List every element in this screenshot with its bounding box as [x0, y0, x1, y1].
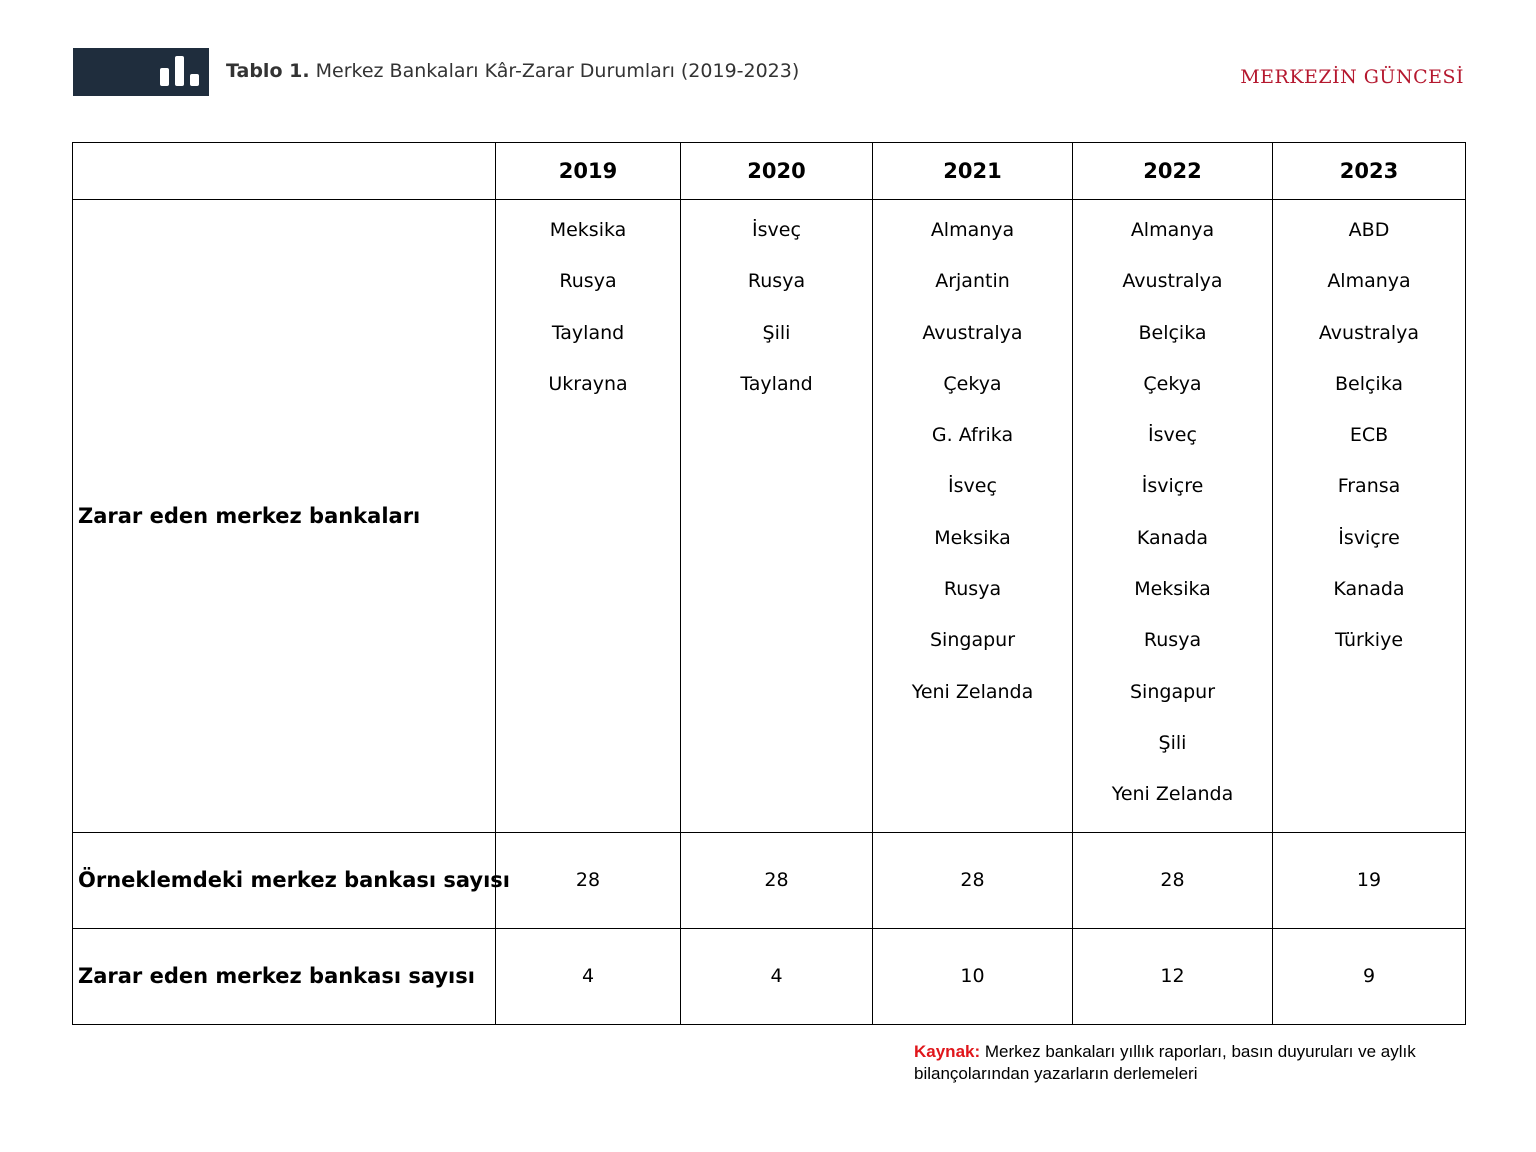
source-note — [914, 1041, 1474, 1085]
country-item: Almanya — [930, 219, 1015, 241]
country-item: Şili — [762, 321, 791, 344]
table-label: Tablo 1. — [226, 60, 310, 82]
sample-count-2023: 19 — [1273, 832, 1466, 928]
country-item: Tayland — [740, 372, 813, 395]
row-label-loss-count: Zarar eden merkez bankası sayısı — [73, 928, 496, 1024]
country-list-2021 — [873, 200, 1072, 729]
bar-chart-icon — [73, 48, 209, 96]
country-item: Singapur — [930, 629, 1015, 652]
country-item: Kanada — [1136, 526, 1209, 549]
country-item: Rusya — [1143, 629, 1202, 652]
year-header-2020: 2020 — [681, 143, 873, 200]
country-item: Ukrayna — [548, 372, 628, 395]
row-label-sample-count: Örneklemdeki merkez bankası sayısı — [73, 832, 496, 928]
sample-count-2020: 28 — [681, 832, 873, 928]
logo — [73, 48, 209, 96]
loss-count-2021: 10 — [873, 928, 1073, 1024]
country-list-2023 — [1273, 200, 1465, 678]
country-list-2020 — [681, 200, 872, 421]
country-item: Kanada — [1333, 578, 1405, 601]
year-header-2022: 2022 — [1073, 143, 1273, 200]
country-item: Rusya — [747, 270, 806, 293]
loss-banks-cell-2023 — [1273, 200, 1466, 833]
country-item: Fransa — [1337, 475, 1401, 498]
country-item: Almanya — [1130, 219, 1215, 241]
loss-banks-cell-2021 — [873, 200, 1073, 833]
year-header-2023: 2023 — [1273, 143, 1466, 200]
loss-count-2022: 12 — [1073, 928, 1273, 1024]
country-item: Belçika — [1138, 321, 1207, 344]
loss-count-2023: 9 — [1273, 928, 1466, 1024]
sample-count-2021: 28 — [873, 832, 1073, 928]
sample-count-row — [73, 832, 1466, 928]
sample-count-2022: 28 — [1073, 832, 1273, 928]
loss-count-2020: 4 — [681, 928, 873, 1024]
source-text: Merkez bankaları yıllık raporları, basın duyuruları ve aylık bilançolarından yazarların derlemeleri — [914, 1042, 1416, 1083]
brand-name: MERKEZİN GÜNCESİ — [1240, 66, 1464, 88]
country-item: Belçika — [1334, 372, 1404, 395]
table-title: Merkez Bankaları Kâr-Zarar Durumları (2019-2023) — [315, 60, 800, 82]
loss-count-2019: 4 — [496, 928, 681, 1024]
country-list-2019 — [496, 200, 680, 421]
country-item: Yeni Zelanda — [911, 680, 1034, 703]
country-item: Çekya — [1143, 372, 1202, 395]
country-item: Rusya — [943, 578, 1002, 601]
loss-banks-cell-2020 — [681, 200, 873, 833]
country-item: Şili — [1158, 731, 1187, 754]
country-list-2022 — [1073, 200, 1272, 832]
country-item: Avustralya — [1122, 270, 1223, 293]
country-item: Çekya — [943, 372, 1002, 395]
loss-count-row — [73, 928, 1466, 1024]
country-item: İsveç — [1148, 424, 1197, 447]
country-item: ECB — [1349, 424, 1389, 447]
sample-count-2019: 28 — [496, 832, 681, 928]
country-item: İsviçre — [1141, 475, 1204, 498]
country-item: Meksika — [1134, 578, 1211, 601]
country-item: Almanya — [1327, 270, 1411, 293]
row-label-loss-banks: Zarar eden merkez bankaları — [73, 200, 496, 833]
country-item: Avustralya — [1318, 321, 1420, 344]
corner-cell — [73, 143, 496, 200]
data-table — [72, 142, 1466, 1025]
country-item: Yeni Zelanda — [1111, 783, 1234, 806]
country-item: ABD — [1348, 219, 1390, 241]
country-item: G. Afrika — [931, 424, 1014, 447]
country-item: Arjantin — [935, 270, 1010, 293]
country-item: İsviçre — [1338, 526, 1400, 549]
header-row — [73, 143, 1466, 200]
country-item: Türkiye — [1334, 629, 1404, 652]
year-header-2021: 2021 — [873, 143, 1073, 200]
country-item: İsveç — [752, 219, 801, 241]
country-item: Rusya — [559, 270, 617, 293]
loss-banks-cell-2019 — [496, 200, 681, 833]
country-item: Singapur — [1130, 680, 1215, 703]
loss-banks-cell-2022 — [1073, 200, 1273, 833]
country-item: İsveç — [948, 475, 997, 498]
country-item: Meksika — [549, 219, 627, 241]
year-header-2019: 2019 — [496, 143, 681, 200]
source-label: Kaynak: — [914, 1042, 981, 1061]
country-item: Meksika — [934, 526, 1011, 549]
country-item: Tayland — [551, 321, 625, 344]
page-title — [226, 60, 799, 82]
loss-banks-row — [73, 200, 1466, 833]
country-item: Avustralya — [922, 321, 1023, 344]
